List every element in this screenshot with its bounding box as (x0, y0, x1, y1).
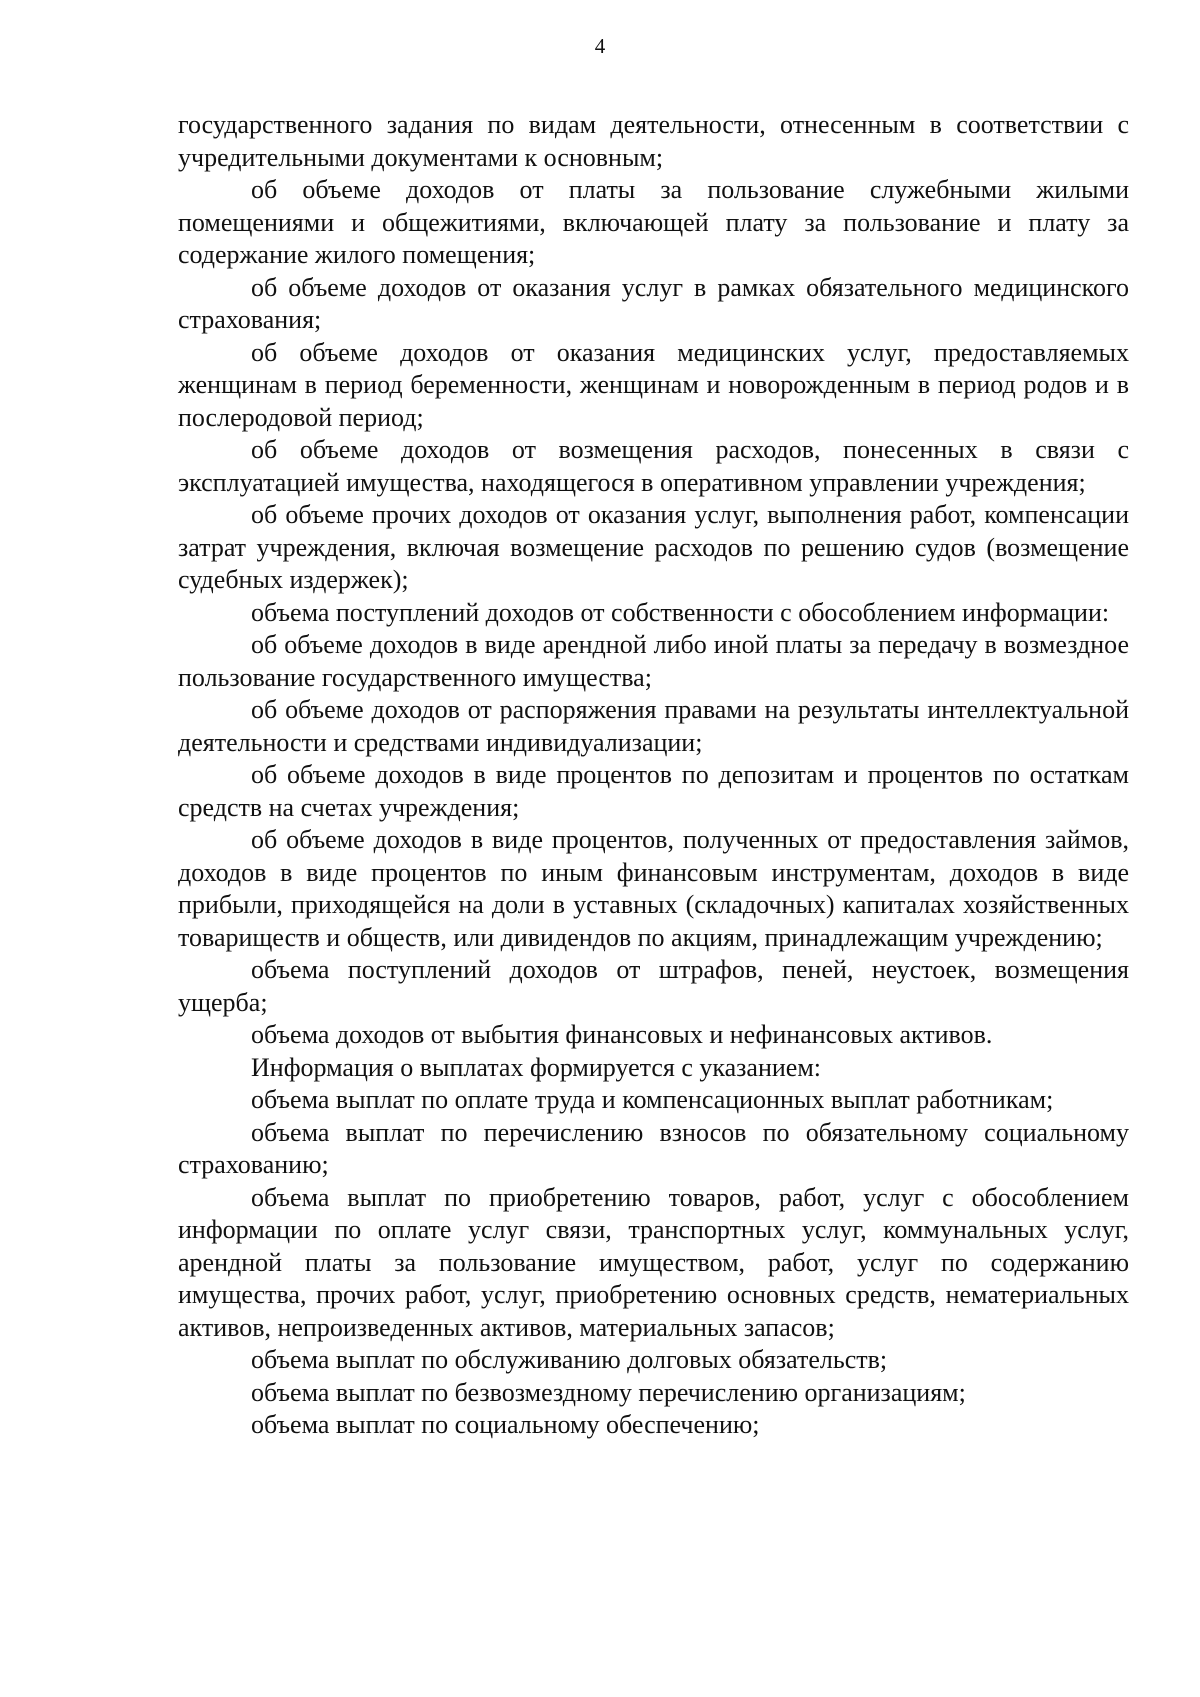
page-number: 4 (594, 34, 606, 58)
paragraph: об объеме доходов от оказания медицинских услуг, предоставляемых женщинам в период беременности, женщинам и новорожденным в период родов и в послеродовой период; (178, 337, 1129, 432)
paragraph: об объеме доходов от оказания услуг в рамках обязательного медицинского страхования; (178, 272, 1129, 334)
paragraph: об объеме доходов в виде процентов по депозитам и процентов по остаткам средств на счетах учреждения; (178, 760, 1129, 822)
paragraph: объема выплат по оплате труда и компенсационных выплат работникам; (251, 1085, 1054, 1114)
paragraph: об объеме доходов от платы за пользование служебными жилыми помещениями и общежитиями, включающей плату за пользование и плату за содержание жилого помещения; (178, 175, 1129, 269)
paragraph: об объеме доходов от распоряжения правами на результаты интеллектуальной деятельности и средствами индивидуализации; (178, 695, 1129, 757)
paragraph: объема поступлений доходов от собственности с обособлением информации: (251, 597, 1110, 627)
paragraph: объема доходов от выбытия финансовых и нефинансовых активов. (251, 1020, 993, 1049)
paragraph: об объеме прочих доходов от оказания услуг, выполнения работ, компенсации затрат учреждения, включая возмещение расходов по решению судов (возмещение судебных издержек); (178, 500, 1129, 594)
paragraph: Информация о выплатах формируется с указанием: (251, 1052, 821, 1082)
paragraph: об объеме доходов в виде процентов, полученных от предоставления займов, доходов в виде процентов по иным финансовым инструментам, доходов в виде прибыли, приходящейся на доли в уставных (складочных) капиталах хозяйственных товариществ и обществ, или дивидендов по акциям, принадлежащим учреждению; (178, 825, 1129, 952)
paragraph: объема выплат по безвозмездному перечислению организациям; (251, 1377, 966, 1407)
paragraph: объема выплат по обслуживанию долговых обязательств; (251, 1345, 888, 1374)
paragraph: объема выплат по перечислению взносов по обязательному социальному страхованию; (178, 1117, 1129, 1179)
paragraph: об объеме доходов в виде арендной либо иной платы за передачу в возмездное пользование государственного имущества; (178, 630, 1129, 692)
paragraph: государственного задания по видам деятельности, отнесенным в соответствии с учредительными документами к основным; (178, 110, 1129, 172)
paragraph: объема выплат по приобретению товаров, работ, услуг с обособлением информации по оплате услуг связи, транспортных услуг, коммунальных услуг, арендной платы за пользование имуществом, работ, услуг по содержанию имущества, прочих работ, услуг, приобретению основных средств, нематериальных активов, непроизведенных активов, материальных запасов; (178, 1182, 1129, 1342)
paragraph: объема поступлений доходов от штрафов, пеней, неустоек, возмещения ущерба; (178, 955, 1129, 1017)
document-body (178, 109, 1129, 1442)
paragraph: объема выплат по социальному обеспечению; (251, 1410, 760, 1439)
paragraph: об объеме доходов от возмещения расходов, понесенных в связи с эксплуатацией имущества, находящегося в оперативном управлении учреждения; (178, 435, 1129, 497)
